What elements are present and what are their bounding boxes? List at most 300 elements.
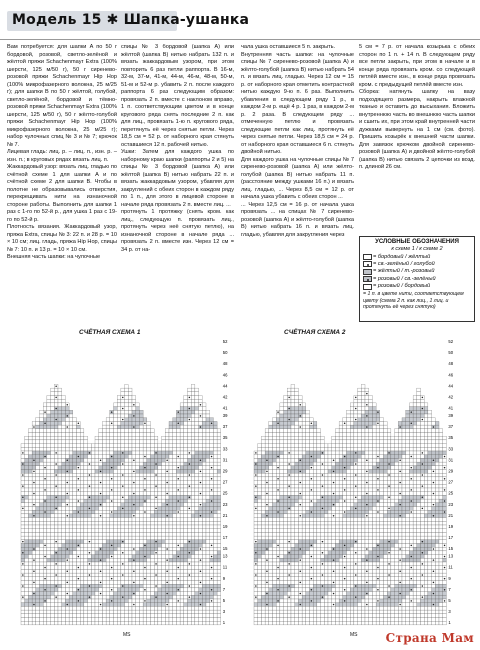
chart-cell — [151, 470, 155, 474]
chart-cell — [184, 488, 188, 492]
chart-cell — [428, 462, 432, 466]
chart-cell — [114, 569, 118, 573]
chart-cell — [99, 518, 103, 522]
chart-cell — [36, 573, 40, 577]
chart-cell — [365, 433, 369, 437]
chart-cell — [391, 462, 395, 466]
chart-cell — [195, 470, 199, 474]
chart-cell — [69, 588, 73, 592]
chart-dot — [111, 556, 113, 558]
chart-cell — [51, 477, 55, 481]
chart-cell — [176, 581, 180, 585]
chart-cell — [65, 488, 69, 492]
chart-cell — [195, 433, 199, 437]
chart-cell — [132, 488, 136, 492]
chart-cell — [88, 481, 92, 485]
chart-cell — [58, 606, 62, 610]
chart-cell — [354, 488, 358, 492]
chart-cell — [261, 466, 265, 470]
chart-cell — [424, 403, 428, 407]
chart-cell — [191, 392, 195, 396]
chart-cell — [369, 470, 373, 474]
chart-cell — [269, 470, 273, 474]
chart-cell — [95, 440, 99, 444]
chart-cell — [191, 525, 195, 529]
chart-cell — [32, 473, 36, 477]
chart-cell — [213, 462, 217, 466]
chart-cell — [180, 536, 184, 540]
chart-cell — [169, 562, 173, 566]
chart-dot — [178, 556, 180, 558]
chart-cell — [191, 492, 195, 496]
chart-dot — [55, 541, 57, 543]
legend-note — [363, 291, 471, 310]
chart-cell — [147, 577, 151, 581]
chart-cell — [206, 440, 210, 444]
chart-cell — [435, 477, 439, 481]
chart-cell — [335, 444, 339, 448]
chart-cell — [384, 492, 388, 496]
chart-dot — [44, 500, 46, 502]
chart-cell — [117, 614, 121, 618]
chart-cell — [343, 436, 347, 440]
chart-cell — [413, 436, 417, 440]
chart-cell — [195, 421, 199, 425]
chart-cell — [95, 488, 99, 492]
chart-dot — [300, 426, 302, 428]
chart-cell — [180, 499, 184, 503]
chart-cell — [58, 573, 62, 577]
chart-cell — [91, 621, 95, 625]
chart-dot — [122, 463, 124, 465]
chart-cell — [380, 455, 384, 459]
chart-cell — [154, 477, 158, 481]
chart-cell — [409, 429, 413, 433]
chart-cell — [173, 458, 177, 462]
chart-dot — [178, 489, 180, 491]
chart-cell — [328, 477, 332, 481]
chart-cell — [261, 436, 265, 440]
chart-cell — [54, 521, 58, 525]
chart-cell — [40, 451, 44, 455]
chart-cell — [376, 481, 380, 485]
chart-cell — [136, 481, 140, 485]
chart-dot — [33, 515, 35, 517]
chart-cell — [432, 433, 436, 437]
chart-cell — [91, 599, 95, 603]
chart-cell — [95, 532, 99, 536]
chart-cell — [428, 440, 432, 444]
chart-cell — [77, 592, 81, 596]
chart-cell — [291, 392, 295, 396]
chart-cell — [169, 444, 173, 448]
chart-cell — [217, 529, 221, 533]
chart-cell — [36, 458, 40, 462]
chart-cell — [99, 614, 103, 618]
chart-cell — [210, 540, 214, 544]
chart-cell — [125, 495, 129, 499]
chart-cell — [58, 558, 62, 562]
chart-cell — [195, 414, 199, 418]
chart-cell — [143, 495, 147, 499]
chart-cell — [28, 540, 32, 544]
chart-cell — [139, 544, 143, 548]
chart-dot — [44, 600, 46, 602]
chart-cell — [273, 510, 277, 514]
chart-cell — [358, 473, 362, 477]
chart-cell — [202, 444, 206, 448]
chart-cell — [365, 407, 369, 411]
chart-cell — [273, 503, 277, 507]
chart-cell — [276, 462, 280, 466]
chart-cell — [358, 414, 362, 418]
chart-cell — [191, 614, 195, 618]
chart-cell — [354, 458, 358, 462]
chart-cell — [80, 610, 84, 614]
chart-cell — [258, 510, 262, 514]
chart-cell — [147, 603, 151, 607]
chart-cell — [384, 499, 388, 503]
chart-cell — [110, 418, 114, 422]
chart-cell — [136, 603, 140, 607]
chart-cell — [210, 606, 214, 610]
chart-cell — [162, 540, 166, 544]
chart-cell — [413, 414, 417, 418]
chart-cell — [132, 529, 136, 533]
chart-cell — [435, 440, 439, 444]
chart-cell — [295, 495, 299, 499]
chart-dot — [433, 460, 435, 462]
chart-dot — [144, 467, 146, 469]
chart-cell — [69, 592, 73, 596]
chart-dot — [277, 478, 279, 480]
chart-cell — [69, 551, 73, 555]
chart-cell — [180, 544, 184, 548]
chart-cell — [184, 569, 188, 573]
chart-cell — [95, 529, 99, 533]
chart-cell — [302, 507, 306, 511]
chart-cell — [117, 606, 121, 610]
chart-cell — [121, 455, 125, 459]
chart-cell — [391, 488, 395, 492]
chart-cell — [65, 466, 69, 470]
chart-cell — [328, 492, 332, 496]
chart-cell — [84, 532, 88, 536]
chart-cell — [391, 495, 395, 499]
chart-cell — [147, 507, 151, 511]
chart-cell — [195, 399, 199, 403]
white-swatch-icon — [363, 284, 372, 290]
chart-dot — [344, 478, 346, 480]
chart-cell — [88, 610, 92, 614]
chart-cell — [154, 555, 158, 559]
chart-cell — [372, 503, 376, 507]
chart-cell — [376, 440, 380, 444]
chart-cell — [58, 599, 62, 603]
chart-cell — [284, 414, 288, 418]
chart-cell — [102, 569, 106, 573]
chart-cell — [80, 510, 84, 514]
chart-cell — [254, 514, 258, 518]
chart-cell — [25, 555, 29, 559]
chart-dot — [355, 474, 357, 476]
chart-cell — [387, 481, 391, 485]
chart-cell — [206, 455, 210, 459]
chart-cell — [372, 499, 376, 503]
chart-cell — [202, 562, 206, 566]
chart-cell — [424, 418, 428, 422]
chart-cell — [335, 433, 339, 437]
chart-cell — [117, 473, 121, 477]
chart-cell — [162, 451, 166, 455]
chart-cell — [169, 573, 173, 577]
chart-cell — [287, 421, 291, 425]
chart-cell — [51, 418, 55, 422]
chart-cell — [413, 470, 417, 474]
chart-dot — [78, 456, 80, 458]
chart-cell — [417, 421, 421, 425]
chart-cell — [62, 599, 66, 603]
chart-cell — [80, 458, 84, 462]
chart-cell — [125, 521, 129, 525]
chart-cell — [191, 444, 195, 448]
chart-cell — [173, 577, 177, 581]
chart-cell — [69, 495, 73, 499]
chart-cell — [213, 581, 217, 585]
chart-cell — [143, 429, 147, 433]
chart-cell — [387, 436, 391, 440]
chart-cell — [365, 462, 369, 466]
chart-cell — [151, 610, 155, 614]
chart-cell — [217, 595, 221, 599]
chart-cell — [180, 484, 184, 488]
chart-cell — [213, 618, 217, 622]
chart-cell — [73, 425, 77, 429]
chart-cell — [151, 558, 155, 562]
chart-cell — [328, 514, 332, 518]
chart-cell — [180, 514, 184, 518]
chart-cell — [191, 558, 195, 562]
chart-cell — [180, 595, 184, 599]
chart-cell — [110, 518, 114, 522]
chart-cell — [58, 562, 62, 566]
chart-cell — [324, 447, 328, 451]
chart-cell — [269, 433, 273, 437]
chart-cell — [332, 440, 336, 444]
chart-cell — [162, 529, 166, 533]
chart-cell — [125, 536, 129, 540]
chart-cell — [132, 606, 136, 610]
chart-cell — [409, 503, 413, 507]
chart-cell — [169, 510, 173, 514]
chart-cell — [435, 473, 439, 477]
chart-cell — [114, 436, 118, 440]
chart-cell — [43, 470, 47, 474]
chart-cell — [295, 503, 299, 507]
chart-cell — [173, 558, 177, 562]
chart-cell — [435, 451, 439, 455]
chart-cell — [165, 484, 169, 488]
chart-dot — [67, 582, 69, 584]
row-number: 23 — [222, 501, 228, 507]
chart-cell — [58, 555, 62, 559]
chart-cell — [213, 603, 217, 607]
chart-cell — [136, 614, 140, 618]
chart-dot — [178, 411, 180, 413]
chart-cell — [402, 436, 406, 440]
chart-cell — [162, 525, 166, 529]
chart-cell — [369, 410, 373, 414]
chart-cell — [358, 507, 362, 511]
chart-cell — [114, 536, 118, 540]
chart-cell — [80, 477, 84, 481]
chart-cell — [335, 440, 339, 444]
chart-cell — [32, 518, 36, 522]
chart-cell — [51, 414, 55, 418]
chart-cell — [213, 566, 217, 570]
chart-cell — [343, 458, 347, 462]
chart-cell — [384, 429, 388, 433]
chart-dot — [189, 497, 191, 499]
chart-cell — [28, 514, 32, 518]
chart-cell — [199, 484, 203, 488]
chart-cell — [162, 610, 166, 614]
chart-cell — [62, 514, 66, 518]
chart-cell — [284, 407, 288, 411]
chart-cell — [273, 492, 277, 496]
chart-dot — [22, 497, 24, 499]
chart-cell — [36, 518, 40, 522]
chart-cell — [147, 421, 151, 425]
chart-cell — [88, 621, 92, 625]
chart-dot — [366, 460, 368, 462]
chart-cell — [139, 492, 143, 496]
chart-cell — [439, 440, 443, 444]
chart-cell — [339, 440, 343, 444]
chart-cell — [188, 403, 192, 407]
chart-cell — [413, 451, 417, 455]
chart-cell — [173, 455, 177, 459]
chart-cell — [206, 577, 210, 581]
chart-cell — [95, 621, 99, 625]
chart-dot — [55, 585, 57, 587]
chart-cell — [184, 555, 188, 559]
chart-cell — [69, 421, 73, 425]
chart-cell — [380, 451, 384, 455]
chart-cell — [80, 451, 84, 455]
chart-cell — [128, 414, 132, 418]
chart-cell — [91, 569, 95, 573]
chart-cell — [417, 492, 421, 496]
chart-cell — [136, 418, 140, 422]
chart-cell — [184, 510, 188, 514]
chart-dot — [166, 559, 168, 561]
chart-cell — [62, 410, 66, 414]
chart-cell — [106, 536, 110, 540]
chart-dot — [200, 426, 202, 428]
chart-cell — [424, 466, 428, 470]
chart-cell — [284, 410, 288, 414]
chart-cell — [180, 558, 184, 562]
chart-cell — [51, 488, 55, 492]
chart-cell — [350, 455, 354, 459]
chart-cell — [110, 507, 114, 511]
chart-cell — [306, 440, 310, 444]
chart-cell — [95, 547, 99, 551]
chart-cell — [380, 481, 384, 485]
chart-cell — [402, 507, 406, 511]
chart-cell — [439, 495, 443, 499]
chart-cell — [280, 447, 284, 451]
chart-1-title: СЧЁТНАЯ СХЕМА 1 — [79, 329, 141, 336]
chart-cell — [302, 470, 306, 474]
chart-cell — [158, 444, 162, 448]
chart-cell — [128, 499, 132, 503]
chart-cell — [191, 473, 195, 477]
chart-cell — [139, 569, 143, 573]
chart-cell — [387, 510, 391, 514]
chart-cell — [347, 514, 351, 518]
chart-cell — [136, 473, 140, 477]
chart-cell — [77, 562, 81, 566]
chart-cell — [284, 503, 288, 507]
chart-cell — [324, 462, 328, 466]
chart-cell — [99, 584, 103, 588]
chart-cell — [184, 399, 188, 403]
chart-cell — [298, 399, 302, 403]
chart-cell — [298, 436, 302, 440]
chart-cell — [151, 495, 155, 499]
chart-cell — [213, 569, 217, 573]
chart-cell — [347, 458, 351, 462]
chart-cell — [21, 588, 25, 592]
chart-cell — [413, 484, 417, 488]
chart-cell — [284, 396, 288, 400]
chart-cell — [213, 558, 217, 562]
chart-dot — [78, 423, 80, 425]
chart-cell — [58, 532, 62, 536]
chart-cell — [265, 473, 269, 477]
chart-cell — [210, 558, 214, 562]
chart-cell — [136, 606, 140, 610]
chart-cell — [73, 458, 77, 462]
chart-cell — [125, 396, 129, 400]
chart-cell — [95, 495, 99, 499]
chart-cell — [376, 492, 380, 496]
chart-cell — [47, 518, 51, 522]
chart-cell — [354, 481, 358, 485]
chart-dot — [155, 574, 157, 576]
chart-cell — [169, 581, 173, 585]
chart-cell — [291, 462, 295, 466]
chart-cell — [162, 466, 166, 470]
chart-cell — [40, 473, 44, 477]
chart-cell — [332, 451, 336, 455]
chart-dot — [388, 485, 390, 487]
chart-dot — [122, 585, 124, 587]
chart-cell — [91, 462, 95, 466]
chart-cell — [162, 606, 166, 610]
chart-cell — [295, 477, 299, 481]
chart-cell — [361, 429, 365, 433]
chart-dot — [166, 571, 168, 573]
chart-cell — [302, 407, 306, 411]
chart-cell — [84, 555, 88, 559]
chart-dot — [178, 567, 180, 569]
chart-cell — [114, 555, 118, 559]
chart-cell — [335, 466, 339, 470]
chart-cell — [180, 477, 184, 481]
